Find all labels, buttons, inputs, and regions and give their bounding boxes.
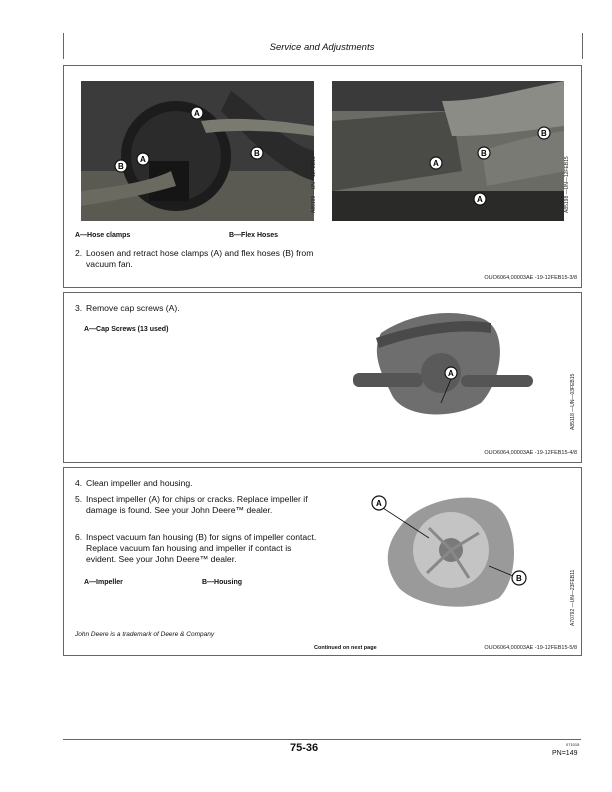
svg-text:A: A xyxy=(448,369,454,378)
page-number: 75-36 xyxy=(290,742,319,754)
footer-pn: PN=149 xyxy=(552,750,578,757)
photo4-id: A70792 —UN—23FEB11 xyxy=(570,569,576,626)
photo-impeller xyxy=(369,488,539,613)
section1-ref: OUO6064,00003AE -19-12FEB15-3/8 xyxy=(484,275,577,281)
footer-small-code: 071015 xyxy=(566,742,580,747)
svg-text:A: A xyxy=(194,109,200,118)
svg-text:B: B xyxy=(516,574,522,583)
legend-a-impeller: A—Impeller xyxy=(84,579,123,586)
legend-a-hose-clamps: A—Hose clamps xyxy=(75,232,131,239)
photo-flex-hoses xyxy=(332,81,564,221)
photo2-id: A85198 —UN—12FEB15 xyxy=(564,156,570,213)
section2-ref: OUO6064,00003AE -19-12FEB15-4/8 xyxy=(484,450,577,456)
photo-fan-assembly xyxy=(351,303,534,423)
svg-text:B: B xyxy=(481,149,487,158)
svg-text:B: B xyxy=(541,129,547,138)
svg-text:A: A xyxy=(140,155,146,164)
section3-ref: OUO6064,00003AE -19-12FEB15-5/8 xyxy=(484,645,577,651)
svg-text:A: A xyxy=(376,499,382,508)
photo3-id: A85118 —UN—03FEB15 xyxy=(570,373,576,430)
continued-note: Continued on next page xyxy=(314,645,377,651)
trademark-note: John Deere is a trademark of Deere & Company xyxy=(75,631,215,638)
svg-text:A: A xyxy=(433,159,439,168)
section-impeller-housing: 4. Clean impeller and housing. 5. Inspect impeller (A) for chips or cracks. Replace impeller if damage is found. See your John Deere™ dealer. 6. Inspect vacuum fan housing (B) for signs of impeller contact. Replace vacuum fan housing and impeller if contact is evident. See your John Deere™ dealer. A—Impeller B—Housing A B A70792 —UN—23FEB11 John Deere is a trademark of Deere & Company Continued on next page OUO6064,00003AE -19-12FEB15-5/8 xyxy=(63,467,582,656)
photo-vacuum-fan-hoses xyxy=(81,81,314,221)
svg-text:B: B xyxy=(254,149,260,158)
section-cap-screws: 3. Remove cap screws (A). A—Cap Screws (13 used) A A85118 —UN—03FEB15 OUO6064,00003AE -19-12FEB15-4/8 xyxy=(63,292,582,463)
legend-b-housing: B—Housing xyxy=(202,579,243,586)
photo1-id: A85199 —UN—12FEB15 xyxy=(311,156,317,213)
page-header-title: Service and Adjustments xyxy=(269,42,375,53)
svg-text:B: B xyxy=(118,162,124,171)
legend-a-cap-screws: A—Cap Screws (13 used) xyxy=(84,326,169,333)
svg-text:A: A xyxy=(477,195,483,204)
footer-divider xyxy=(63,739,581,740)
section-hose-clamps: A B A B A85199 —UN—12FEB15 B B A A A85198 —UN—12FEB15 A—Hose clamps B—Flex Hoses 2. Loosen and retract hose clamps (A) and flex hoses (B) from vacuum fan. OUO6064,00003AE -19-12FEB15-3/8 xyxy=(63,65,582,288)
legend-b-flex-hoses: B—Flex Hoses xyxy=(229,232,279,239)
